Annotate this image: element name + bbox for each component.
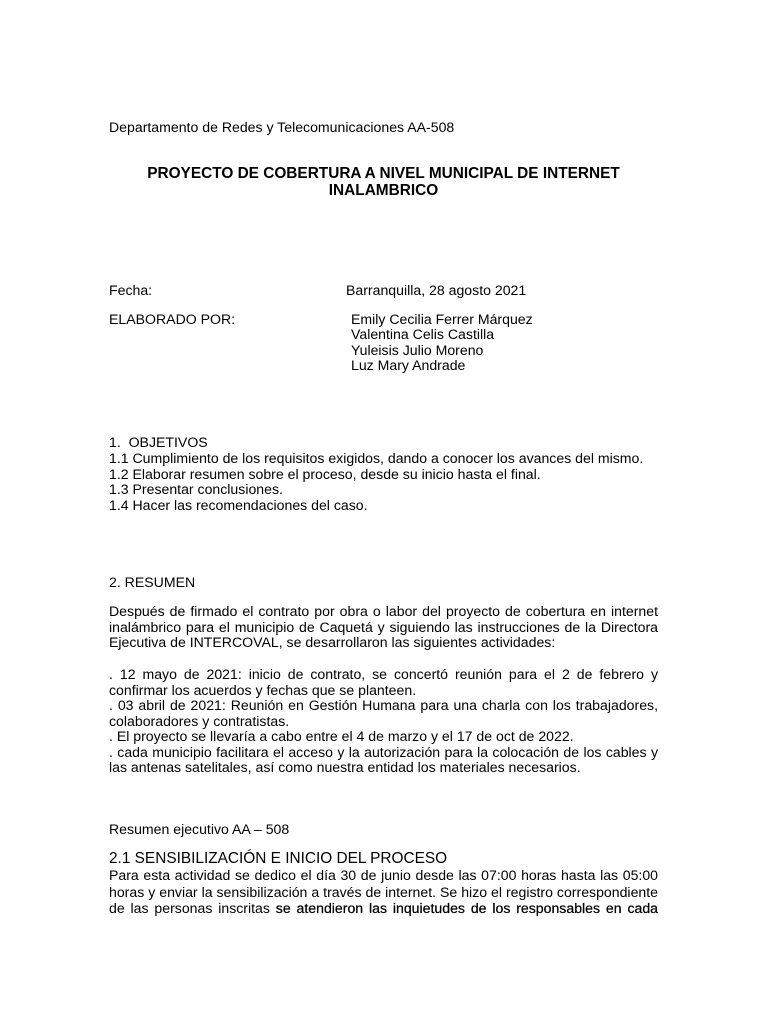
- author-name: Yuleisis Julio Moreno: [351, 341, 484, 358]
- department-line: Departamento de Redes y Telecomunicaciones AA-508: [109, 119, 455, 135]
- resumen-heading: 2. RESUMEN: [109, 574, 196, 590]
- title-line-1: PROYECTO DE COBERTURA A NIVEL MUNICIPAL DE INTERNET: [147, 165, 620, 182]
- section-2-1-heading: 2.1 SENSIBILIZACIÓN E INICIO DEL PROCESO: [109, 850, 448, 867]
- objetivo-item: 1.1 Cumplimiento de los requisitos exigidos, dando a conocer los avances del mismo.: [109, 449, 644, 466]
- paragraph-line: horas y enviar la sensibilización a través de internet. Se hizo el registro correspondiente: [109, 883, 658, 900]
- objetivos-heading: 1. OBJETIVOS: [109, 434, 208, 450]
- activity-line: . cada municipio facilitara el acceso y la autorización para la colocación de los cables y: [109, 743, 658, 760]
- fecha-label: Fecha:: [109, 282, 153, 298]
- paragraph-line-segment: se atendieron las inquietudes de los responsables en cada: [275, 900, 658, 916]
- paragraph-line: [109, 900, 658, 917]
- activity-line: confirmar los acuerdos y fechas que se planteen.: [109, 681, 417, 698]
- author-name: Valentina Celis Castilla: [351, 326, 495, 343]
- paragraph-line: Para esta actividad se dedico el día 30 de junio desde las 07:00 horas hasta las 05:00: [109, 867, 658, 883]
- elaborado-label: ELABORADO POR:: [109, 311, 236, 327]
- title-line-2: INALAMBRICO: [328, 182, 439, 199]
- objetivos-section: [109, 435, 658, 514]
- activity-line: las antenas satelitales, así como nuestra entidad los materiales necesarios.: [109, 759, 581, 775]
- paragraph-line-segment: de las personas inscritas: [109, 900, 270, 916]
- activity-line: . 12 mayo de 2021: inicio de contrato, se concertó reunión para el 2 de febrero y: [109, 666, 658, 682]
- executive-summary-label: Resumen ejecutivo AA – 508: [109, 821, 290, 837]
- objetivo-item: 1.4 Hacer las recomendaciones del caso.: [109, 497, 368, 513]
- section-2-1-paragraph: [109, 867, 658, 917]
- activity-line: colaboradores y contratistas.: [109, 712, 290, 729]
- objetivo-item: 1.3 Presentar conclusiones.: [109, 481, 283, 498]
- authors-list: [351, 312, 533, 373]
- resumen-activities-list: [109, 667, 658, 776]
- activity-line: . 03 abril de 2021: Reunión en Gestión Humana para una charla con los trabajadores,: [109, 697, 658, 713]
- fecha-value: Barranquilla, 28 agosto 2021: [346, 282, 527, 298]
- resumen-intro-paragraph: [109, 604, 658, 651]
- document-title: [109, 165, 658, 199]
- author-name: Emily Cecilia Ferrer Márquez: [351, 311, 533, 327]
- objetivo-item: 1.2 Elaborar resumen sobre el proceso, desde su inicio hasta el final.: [109, 465, 541, 482]
- activity-line: . El proyecto se llevaría a cabo entre el 4 de marzo y el 17 de oct de 2022.: [109, 728, 574, 744]
- paragraph-line: Después de firmado el contrato por obra o labor del proyecto de cobertura en internet: [109, 603, 658, 619]
- paragraph-line: Ejecutiva de INTERCOVAL, se desarrollaron las siguientes actividades:: [109, 634, 556, 650]
- paragraph-line: inalámbrico para el municipio de Caquetá y siguiendo las instrucciones de la Directora: [109, 618, 658, 635]
- author-name: Luz Mary Andrade: [351, 356, 466, 373]
